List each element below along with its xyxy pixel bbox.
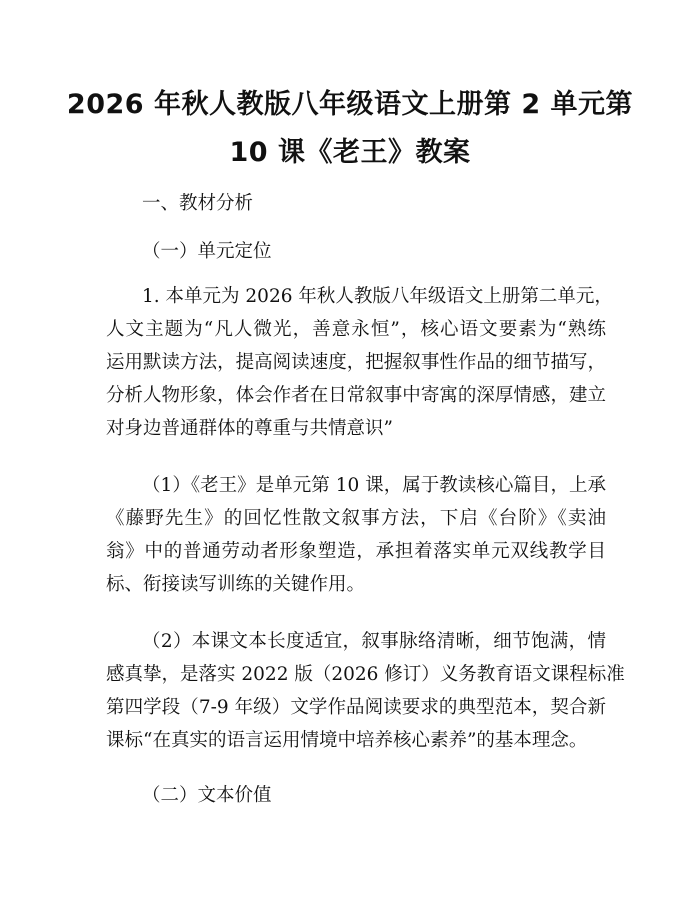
- paragraph-line: 对身边普通群体的尊重与共情意识”: [106, 418, 393, 439]
- document-title-line-2: 10 课《老王》教案: [229, 137, 471, 168]
- section-heading-textbook-analysis: 一、教材分析: [142, 193, 254, 214]
- paragraph-line: 人文主题为“凡人微光，善意永恒”，核心语文要素为“熟练: [106, 319, 606, 340]
- paragraph-line: 标、衔接读写训练的关键作用。: [106, 574, 366, 595]
- subsection-heading-text-value: （二）文本价值: [142, 785, 272, 806]
- paragraph-line: 分析人物形象，体会作者在日常叙事中寄寓的深厚情感，建立: [106, 385, 606, 406]
- paragraph-line: 《藤野先生》的回忆性散文叙事方法，下启《台阶》《卖油: [106, 508, 606, 529]
- paragraph-line: 第四学段（7-9 年级）文学作品阅读要求的典型范本，契合新: [106, 697, 606, 718]
- paragraph-line: （2）本课文本长度适宜，叙事脉络清晰，细节饱满，情: [142, 631, 606, 652]
- paragraph-lesson-role: [106, 469, 606, 601]
- document-title-line-1: 2026 年秋人教版八年级语文上册第 2 单元第: [66, 89, 634, 120]
- paragraph-line: 感真挚，是落实 2022 版（2026 修订）义务教育语文课程标准: [106, 664, 625, 685]
- paragraph-line: （1）《老王》是单元第 10 课，属于教读核心篇目，上承: [142, 475, 606, 496]
- paragraph-line: 运用默读方法，提高阅读速度，把握叙事性作品的细节描写，: [106, 352, 606, 373]
- paragraph-text-features: [106, 625, 625, 757]
- subsection-heading-unit-positioning: （一）单元定位: [142, 241, 272, 262]
- paragraph-line: 课标“在真实的语言运用情境中培养核心素养”的基本理念。: [106, 730, 588, 751]
- paragraph-line: 1. 本单元为 2026 年秋人教版八年级语文上册第二单元，: [142, 286, 613, 307]
- paragraph-unit-overview: [106, 280, 613, 445]
- paragraph-line: 翁》中的普通劳动者形象塑造，承担着落实单元双线教学目: [106, 541, 606, 562]
